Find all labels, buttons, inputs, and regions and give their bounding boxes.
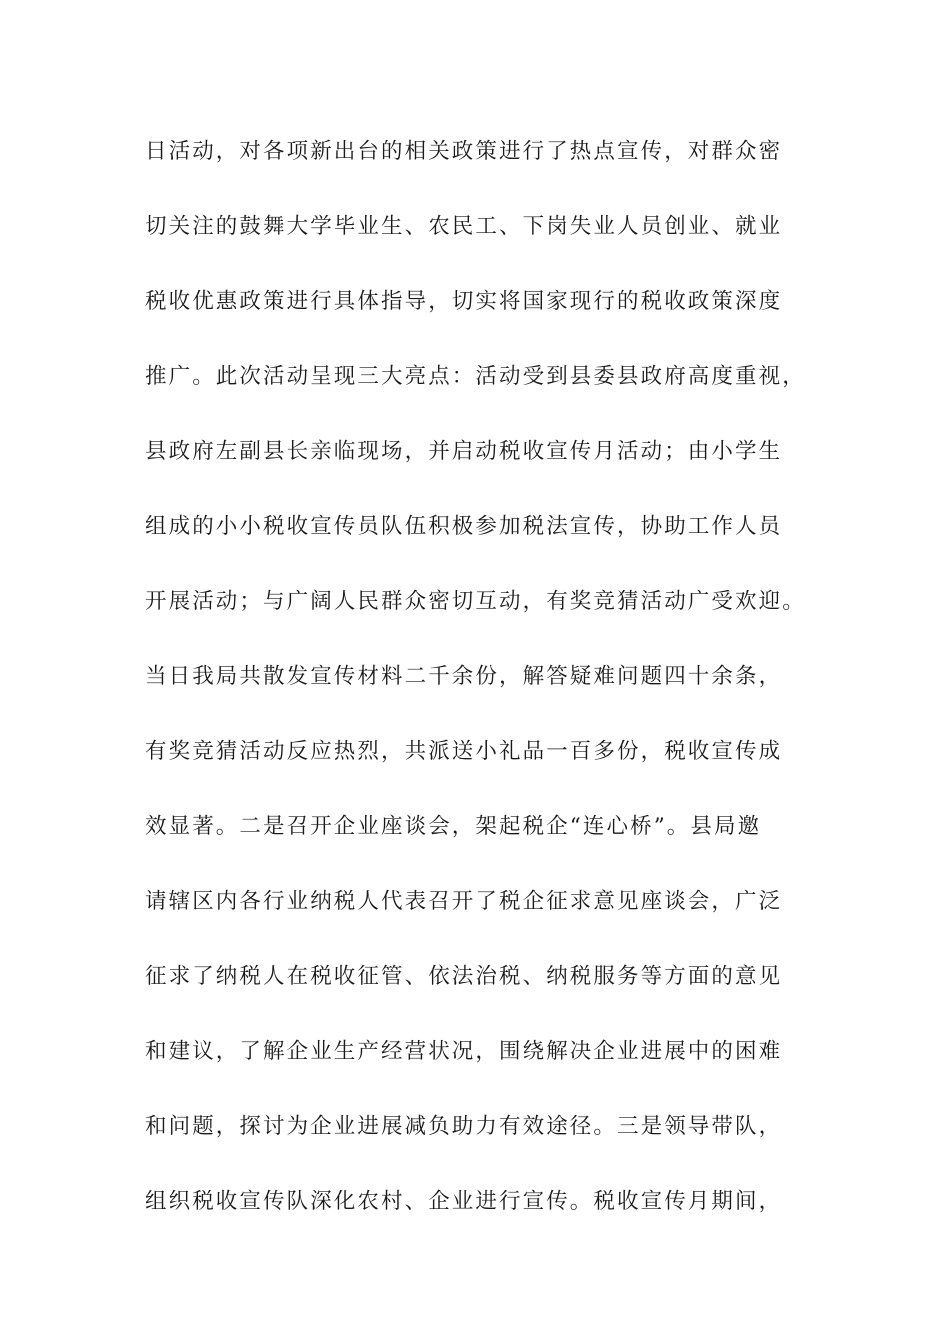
text-line: 有奖竞猜活动反应热烈，共派送小礼品一百多份，税收宣传成	[145, 739, 783, 764]
text-line: 日活动，对各项新出台的相关政策进行了热点宣传，对群众密	[145, 139, 783, 164]
text-line: 组成的小小税收宣传员队伍积极参加税法宣传，协助工作人员	[145, 514, 783, 539]
text-line: 税收优惠政策进行具体指导，切实将国家现行的税收政策深度	[145, 289, 783, 314]
text-line: 请辖区内各行业纳税人代表召开了税企征求意见座谈会，广泛	[145, 889, 783, 914]
text-line: 征求了纳税人在税收征管、依法治税、纳税服务等方面的意见	[145, 964, 783, 989]
text-line: 和建议，了解企业生产经营状况，围绕解决企业进展中的困难	[145, 1039, 783, 1064]
body-text	[145, 129, 825, 1254]
text-line: 组织税收宣传队深化农村、企业进行宣传。税收宣传月期间，	[145, 1189, 783, 1214]
text-line: 县政府左副县长亲临现场，并启动税收宣传月活动；由小学生	[145, 439, 783, 464]
text-line: 开展活动；与广阔人民群众密切互动，有奖竞猜活动广受欢迎。	[145, 589, 806, 614]
text-line: 和问题，探讨为企业进展减负助力有效途径。三是领导带队，	[145, 1114, 783, 1139]
text-line: 切关注的鼓舞大学毕业生、农民工、下岗失业人员创业、就业	[145, 214, 783, 239]
text-line: 当日我局共散发宣传材料二千余份，解答疑难问题四十余条，	[145, 664, 783, 689]
text-line: 推广。此次活动呈现三大亮点：活动受到县委县政府高度重视，	[145, 364, 806, 389]
text-line: 效显著。二是召开企业座谈会，架起税企“连心桥”。县局邀	[145, 814, 762, 839]
